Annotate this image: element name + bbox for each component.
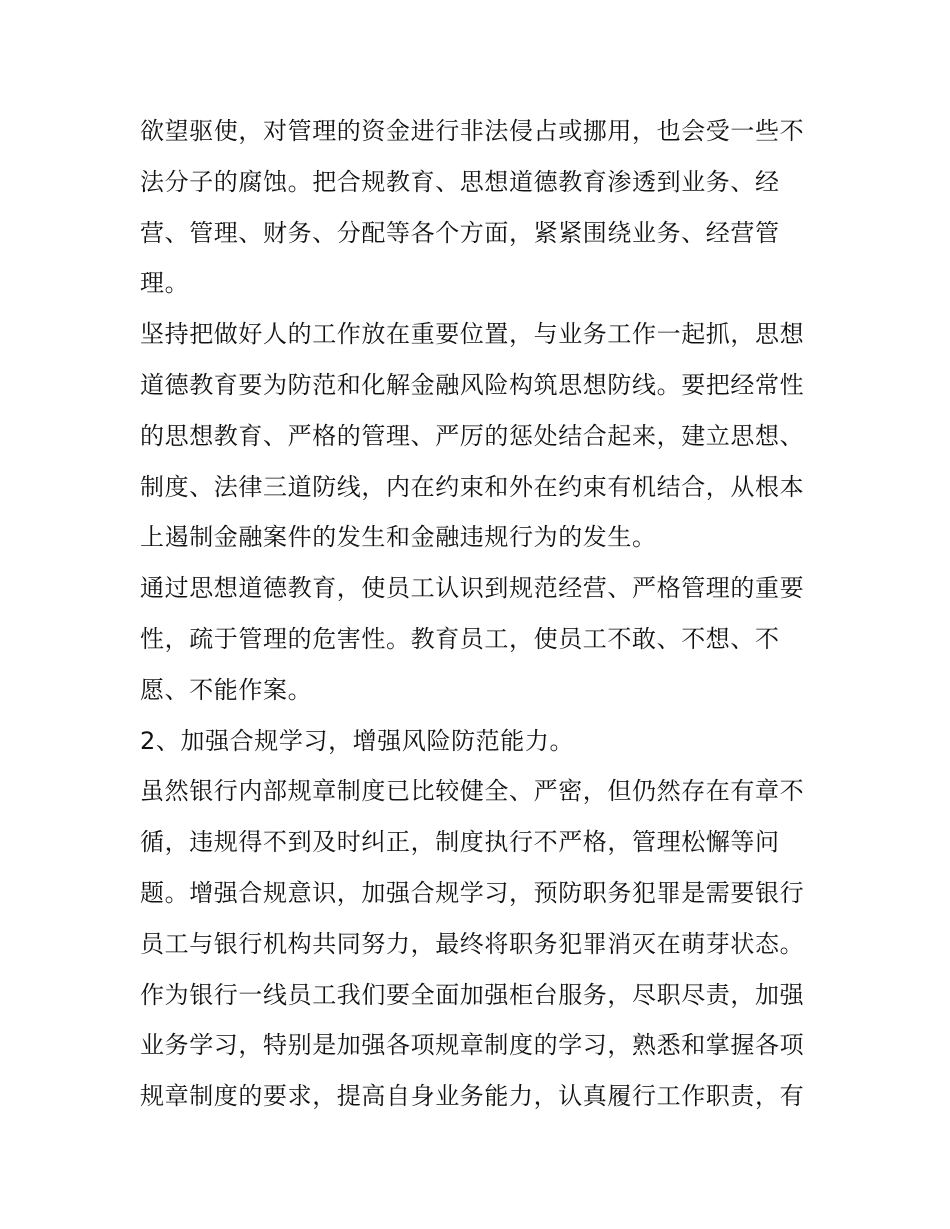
text-line: 欲望驱使，对管理的资金进行非法侵占或挪用，也会受一些不 [140,117,805,145]
text-line: 的思想教育、严格的管理、严厉的惩处结合起来，建立思想、 [140,421,805,450]
text-line: 营、管理、财务、分配等各个方面，紧紧围绕业务、经营管 [140,218,780,247]
text-line: 道德教育要为防范和化解金融风险构筑思想防线。要把经常性 [140,370,805,399]
section-heading: 2、加强合规学习，增强风险防范能力。 [140,726,575,755]
text-line: 业务学习，特别是加强各项规章制度的学习，熟悉和掌握各项 [140,1031,805,1060]
text-line: 规章制度的要求，提高自身业务能力，认真履行工作职责，有 [140,1082,805,1111]
text-line: 虽然银行内部规章制度已比较健全、严密，但仍然存在有章不 [140,777,805,806]
text-line: 法分子的腐蚀。把合规教育、思想道德教育渗透到业务、经 [140,167,780,196]
text-line: 循，违规得不到及时纠正，制度执行不严格，管理松懈等问 [140,828,780,857]
text-line: 上遏制金融案件的发生和金融违规行为的发生。 [140,523,657,552]
text-line: 制度、法律三道防线，内在约束和外在约束有机结合，从根本 [140,472,805,501]
text-line: 愿、不能作案。 [140,675,313,704]
text-line: 作为银行一线员工我们要全面加强柜台服务，尽职尽责，加强 [140,980,805,1009]
text-line: 通过思想道德教育，使员工认识到规范经营、严格管理的重要 [140,574,805,603]
text-line: 理。 [140,269,190,298]
text-line: 坚持把做好人的工作放在重要位置，与业务工作一起抓，思想 [140,320,805,349]
text-line: 题。增强合规意识，加强合规学习，预防职务犯罪是需要银行 [140,878,805,907]
body-text [140,106,820,1122]
text-line: 员工与银行机构共同努力，最终将职务犯罪消灭在萌芽状态。 [140,929,805,958]
text-line: 性，疏于管理的危害性。教育员工，使员工不敢、不想、不 [140,624,780,653]
